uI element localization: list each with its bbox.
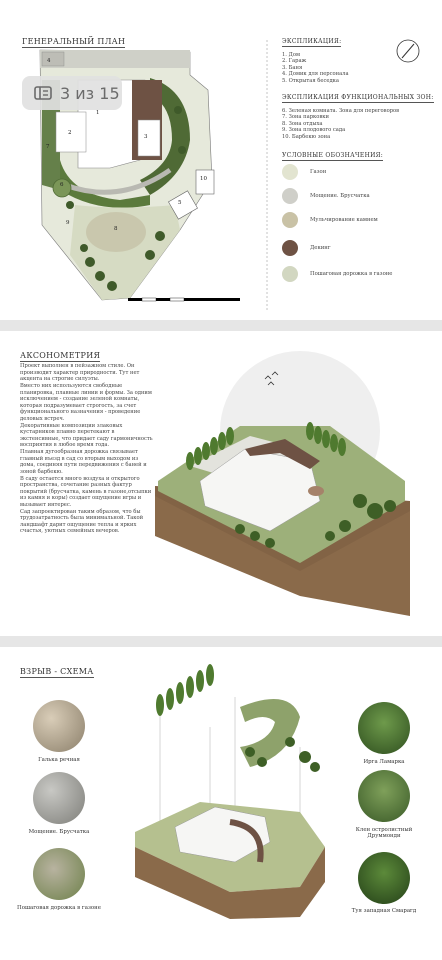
explode-title: ВЗРЫВ - СХЕМА bbox=[20, 667, 94, 676]
zone-item: 10. Барбекю зона bbox=[282, 133, 331, 140]
amelanchier-photo bbox=[358, 702, 410, 754]
explication-item: 3. Баня bbox=[282, 64, 303, 71]
photo-caption: Клен остролистный Друммонди bbox=[355, 827, 413, 839]
legend-label: Пошаговая дорожка в газоне bbox=[310, 271, 393, 277]
description-paragraph: Проект выполнен в пейзажном стиле. Он производит характер природности. Тут нет акцента на строгие силуэты. bbox=[20, 363, 140, 382]
zone-item: 6. Зеленая комната. Зона для переговоров bbox=[282, 108, 400, 114]
legend-label: Декинг bbox=[310, 245, 331, 251]
explication-item: 5. Открытая беседка bbox=[282, 77, 339, 84]
legend-label: Мульчирование камнем bbox=[310, 217, 378, 223]
description-paragraph: Вместо них используются свободные планировка, плавные линии и формы. За одним исключением - создание зеленой комнаты, которая подразумевает строгость, за счет функционального назначения - проведение деловых встреч. bbox=[20, 383, 152, 422]
legend-title: УСЛОВНЫЕ ОБОЗНАЧЕНИЯ: bbox=[282, 152, 384, 159]
plan-label: 1 bbox=[96, 110, 100, 116]
legend-swatch-stepping-path bbox=[282, 266, 298, 282]
legend-swatch-decking bbox=[282, 240, 298, 256]
legend-swatch-stone-mulch bbox=[282, 212, 298, 228]
plan-label: 3 bbox=[144, 134, 148, 140]
north-arrow-icon bbox=[397, 40, 419, 62]
explication-title: ЭКСПЛИКАЦИЯ: bbox=[282, 38, 342, 45]
plan-label: 2 bbox=[68, 130, 72, 136]
gallery-counter-badge[interactable] bbox=[22, 76, 122, 110]
gazebo-model bbox=[308, 486, 324, 496]
plan-label: 9 bbox=[66, 220, 70, 226]
plan-label: 6 bbox=[60, 182, 64, 188]
description-paragraph: Плавная дугообразная дорожка связывает главный въезд в сад со вторым выходом из дома, соединяя пути передвижения с баней и зоной барбекю. bbox=[20, 449, 147, 475]
zone-item: 7. Зона парковки bbox=[282, 114, 330, 121]
plan-label: 8 bbox=[114, 226, 118, 232]
thuja-photo bbox=[358, 852, 410, 904]
axonometry-title: АКСОНОМЕТРИЯ bbox=[20, 351, 101, 360]
axonometry-drawing bbox=[0, 331, 442, 636]
maple-photo bbox=[358, 770, 410, 822]
photo-caption: Ирга Ламарка bbox=[363, 759, 405, 765]
scale-bar bbox=[128, 298, 240, 301]
gallery-icon bbox=[34, 84, 52, 102]
zones-title: ЭКСПЛИКАЦИЯ ФУНКЦИОНАЛЬНЫХ ЗОН: bbox=[282, 94, 434, 101]
legend-label: Газон bbox=[310, 169, 327, 175]
zone-item: 9. Зона плодового сада bbox=[282, 127, 346, 134]
plan-label: 5 bbox=[178, 200, 182, 206]
photo-caption: Туя западная Смарагд bbox=[351, 908, 417, 914]
paving-photo bbox=[33, 772, 85, 824]
description-paragraph: Сад запроектирован таким образом, что бы трудозатратность была минимальной. Такой ландшафт дарит ощущение тепла и ярких счастья, уютных семейных вечеров. bbox=[20, 508, 144, 534]
river-pebble-photo bbox=[33, 700, 85, 752]
description-paragraph: В саду остается много воздуха и открытого пространства, сочетание разных фактур покрытий (брусчатка, камень в газоне,отсыпки из камня и коры) создает ощущение игры и вызывает интерес. bbox=[20, 475, 152, 508]
explication-item: 2. Гараж bbox=[282, 58, 307, 65]
description-paragraph: Декоративные композиции злаковых кустарников плавно перетекают в экстенсивные, что придает саду гармоничность восприятия в любое время года. bbox=[20, 422, 153, 448]
plan-label: 10 bbox=[200, 176, 207, 182]
tree-layer bbox=[156, 664, 214, 716]
gallery-counter-text: 3 из 15 bbox=[60, 83, 120, 103]
legend-swatch-paving bbox=[282, 188, 298, 204]
bbq-10 bbox=[196, 170, 214, 194]
photo-caption: Мощение. Брусчатка bbox=[28, 829, 90, 835]
bath-3 bbox=[138, 120, 160, 156]
general-plan-sheet bbox=[0, 0, 442, 320]
explication-list bbox=[282, 52, 349, 84]
explication-item: 1. Дом bbox=[282, 52, 300, 58]
photo-caption: Пошаговая дорожка в газоне bbox=[17, 905, 101, 911]
stepping-path-photo bbox=[33, 848, 85, 900]
legend-label: Мощение. Брусчатка bbox=[310, 193, 370, 199]
legend-swatch-lawn bbox=[282, 164, 298, 180]
plan-label: 7 bbox=[46, 144, 50, 150]
photo-caption: Галька речная bbox=[38, 757, 80, 763]
zones-list bbox=[282, 108, 399, 140]
relax-zone-8 bbox=[86, 212, 146, 252]
explication-item: 4. Домик для персонала bbox=[282, 71, 349, 78]
plan-label: 4 bbox=[47, 58, 51, 64]
zone-item: 8. Зона отдыха bbox=[282, 120, 323, 127]
staff-house-4 bbox=[42, 52, 64, 66]
plan-title: ГЕНЕРАЛЬНЫЙ ПЛАН bbox=[22, 37, 126, 46]
